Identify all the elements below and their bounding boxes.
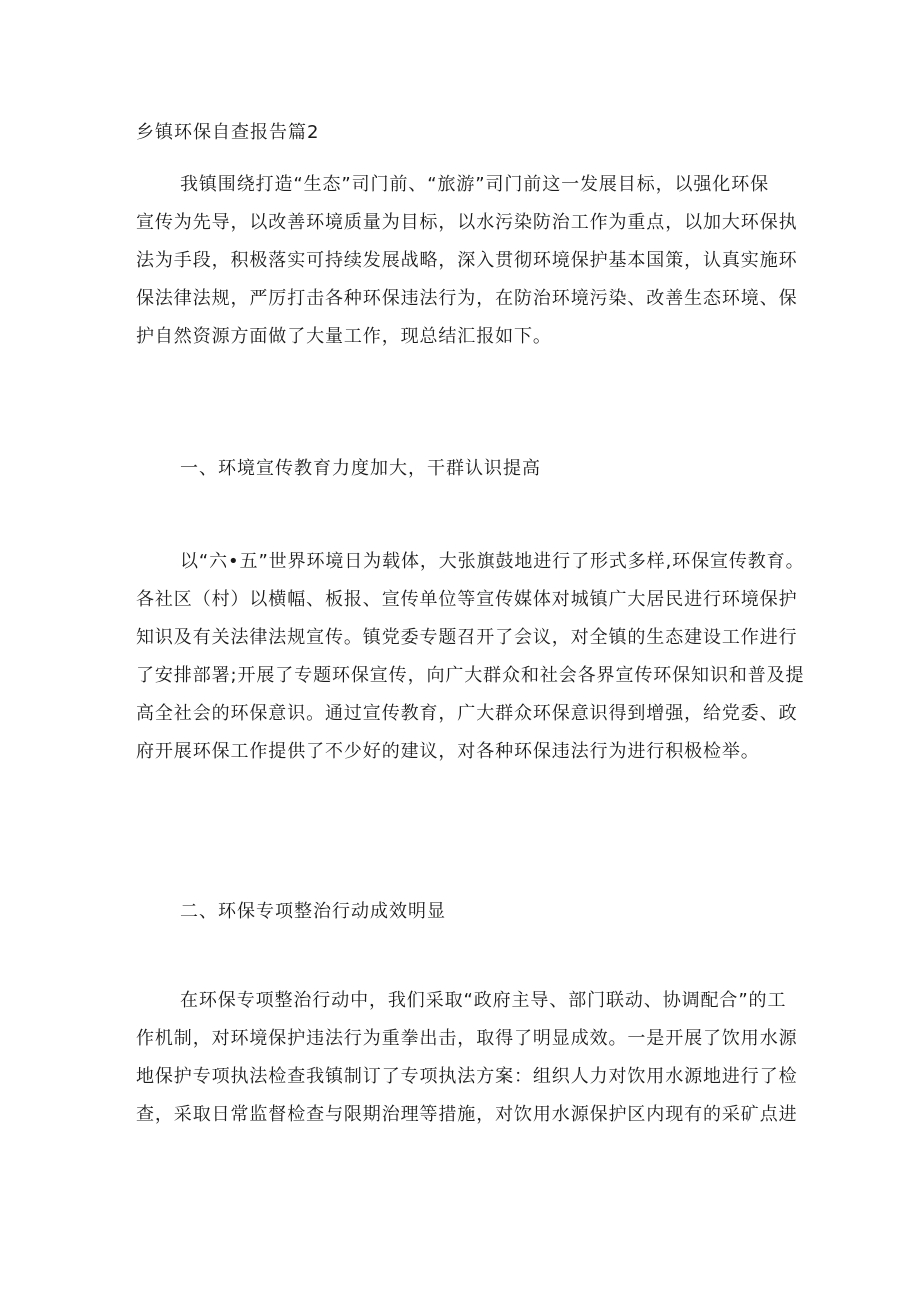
paragraph-line: 了安排部署;开展了专题环保宣传，向广大群众和社会各界宣传环保知识和普及提 (136, 665, 805, 686)
paragraph-line: 查，采取日常监督检查与限期治理等措施，对饮用水源保护区内现有的采矿点进 (136, 1104, 798, 1125)
paragraph-line: 在环保专项整治行动中，我们采取“政府主导、部门联动、协调配合”的工 (180, 990, 787, 1011)
paragraph-line: 保法律法规，严厉打击各种环保违法行为，在防治环境污染、改善生态环境、保 (136, 288, 798, 309)
intro-paragraph (136, 166, 796, 356)
paragraph-line: 法为手段，积极落实可持续发展战略，深入贯彻环境保护基本国策，认真实施环 (136, 250, 798, 271)
paragraph-line: 以“六•五”世界环境日为载体，大张旗鼓地进行了形式多样,环保宣传教育。 (180, 551, 805, 572)
paragraph-line: 地保护专项执法检查我镇制订了专项执法方案：组织人力对饮用水源地进行了检 (136, 1066, 798, 1087)
paragraph-line: 知识及有关法律法规宣传。镇党委专题召开了会议，对全镇的生态建设工作进行 (136, 627, 798, 648)
section-2-paragraph (136, 982, 796, 1134)
paragraph-line: 府开展环保工作提供了不少好的建议，对各种环保违法行为进行积极检举。 (136, 741, 760, 762)
paragraph-line: 作机制，对环境保护违法行为重拳出击，取得了明显成效。一是开展了饮用水源 (136, 1028, 798, 1049)
paragraph-line: 宣传为先导，以改善环境质量为目标，以水污染防治工作为重点，以加大环保执 (136, 212, 798, 233)
section-1-paragraph (136, 543, 805, 771)
section-heading-1: 一、环境宣传教育力度加大，干群认识提高 (180, 458, 541, 479)
paragraph-line: 我镇围绕打造“生态”司门前、“旅游”司门前这一发展目标，以强化环保 (180, 174, 769, 195)
paragraph-line: 高全社会的环保意识。通过宣传教育，广大群众环保意识得到增强，给党委、政 (136, 703, 798, 724)
paragraph-line: 护自然资源方面做了大量工作，现总结汇报如下。 (136, 326, 552, 347)
section-heading-2: 二、环保专项整治行动成效明显 (180, 901, 446, 922)
paragraph-line: 各社区（村）以横幅、板报、宣传单位等宣传媒体对城镇广大居民进行环境保护 (136, 589, 798, 610)
document-title: 乡镇环保自查报告篇2 (136, 122, 320, 143)
